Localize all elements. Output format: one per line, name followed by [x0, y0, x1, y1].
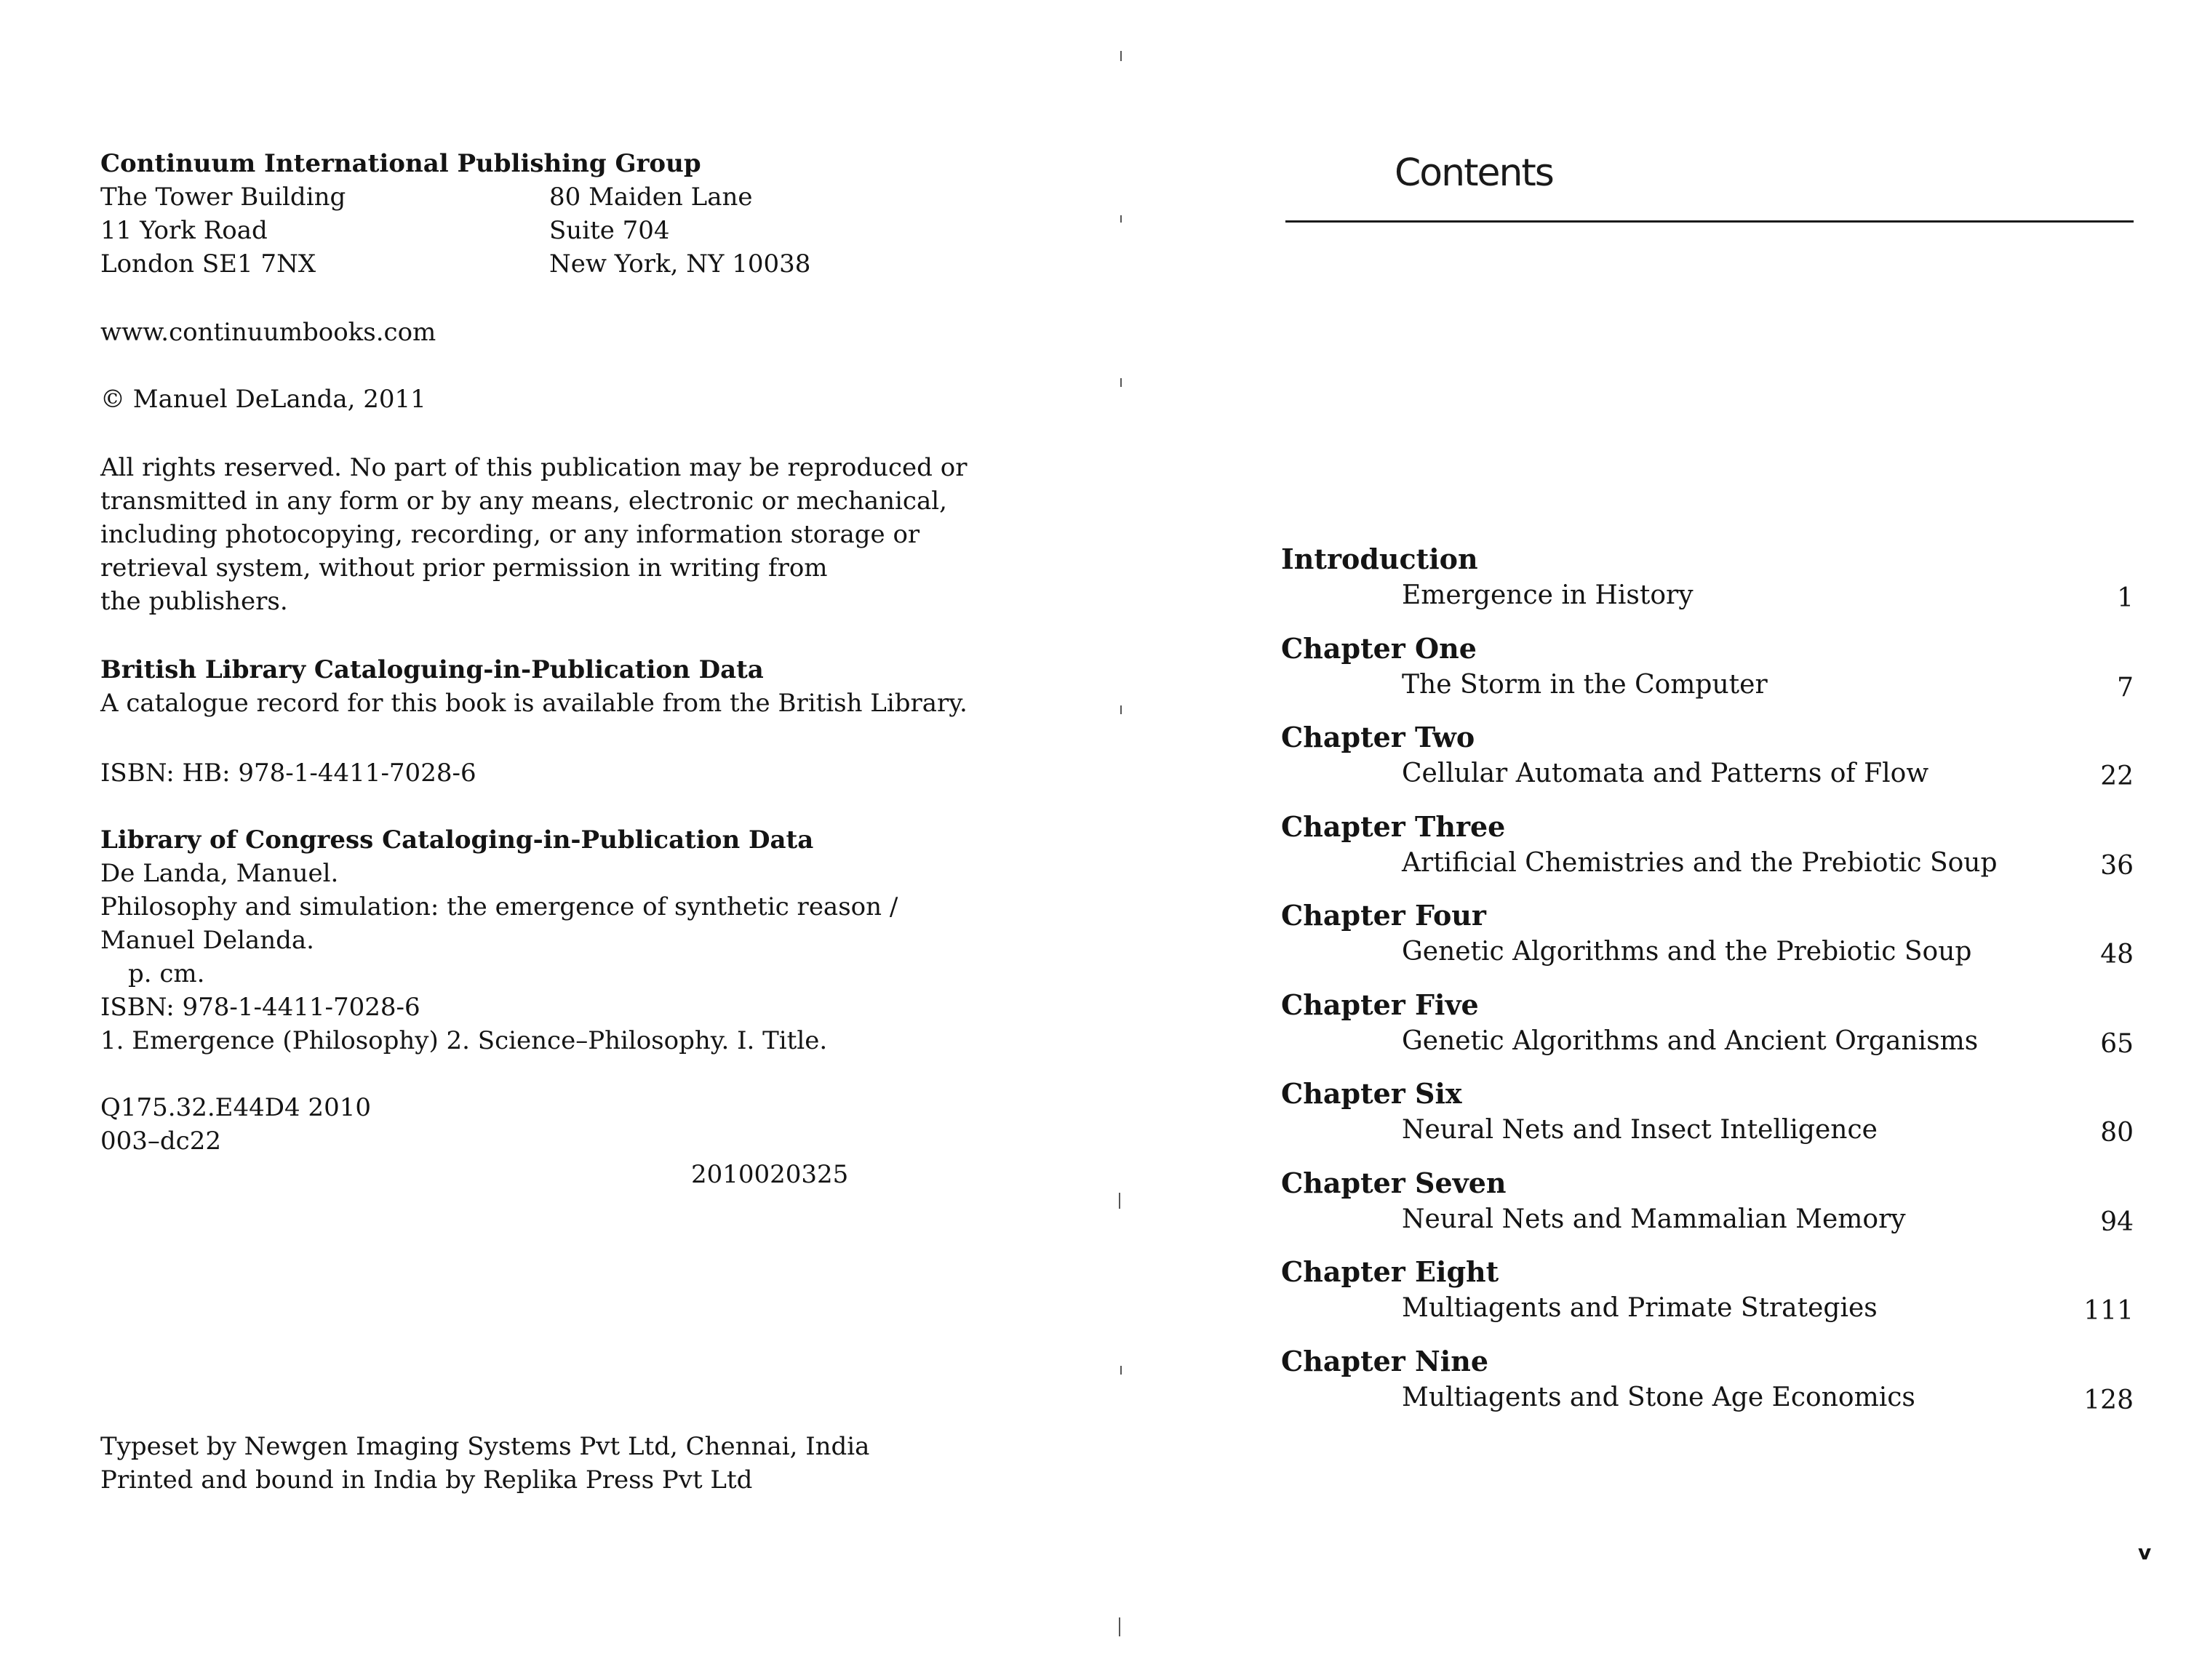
toc-page-number: 36 [2100, 851, 2134, 881]
toc-chapter-heading: Chapter Four [1281, 899, 1486, 932]
uk-address-line: London SE1 7NX [100, 249, 316, 279]
loc-line: ISBN: 978-1-4411-7028-6 [100, 993, 420, 1022]
toc-page-number: 1 [2117, 583, 2134, 613]
printer-block [100, 1430, 869, 1497]
toc-page-number: 7 [2117, 673, 2134, 703]
title-rule [1285, 220, 2134, 223]
toc-entry[interactable] [1281, 720, 2134, 807]
toc-chapter-title: Cellular Automata and Patterns of Flow [1402, 759, 1929, 788]
isbn-hb: ISBN: HB: 978-1-4411-7028-6 [100, 759, 476, 788]
contents-title: Contents [1395, 151, 1553, 195]
british-library-text: A catalogue record for this book is available from the British Library. [100, 689, 968, 718]
toc-entry[interactable] [1281, 631, 2134, 719]
toc-chapter-title: Multiagents and Stone Age Economics [1402, 1383, 1915, 1412]
contents-page [1105, 0, 2210, 1680]
rights-line: transmitted in any form or by any means, electronic or mechanical, [100, 487, 947, 516]
toc-page-number: 111 [2083, 1296, 2134, 1326]
classification-line: 003–dc22 [100, 1127, 221, 1156]
toc-chapter-heading: Chapter Eight [1281, 1255, 1499, 1288]
toc-chapter-title: Genetic Algorithms and Ancient Organisms [1402, 1026, 1979, 1056]
toc-entry[interactable] [1281, 1255, 2134, 1342]
loc-line: De Landa, Manuel. [100, 859, 339, 888]
toc-page-number: 65 [2100, 1029, 2134, 1059]
toc-chapter-title: The Storm in the Computer [1402, 670, 1768, 700]
toc-chapter-title: Neural Nets and Mammalian Memory [1402, 1204, 1906, 1234]
loc-line: Manuel Delanda. [100, 926, 314, 955]
toc-chapter-heading: Chapter One [1281, 632, 1477, 665]
us-address-block [549, 180, 810, 281]
toc-chapter-heading: Chapter Five [1281, 988, 1479, 1021]
toc-chapter-heading: Chapter Seven [1281, 1167, 1507, 1199]
toc-chapter-title: Neural Nets and Insect Intelligence [1402, 1115, 1878, 1145]
uk-address-line: 11 York Road [100, 216, 268, 245]
rights-line: All rights reserved. No part of this publication may be reproduced or [100, 453, 968, 482]
control-number: 2010020325 [691, 1160, 849, 1189]
toc-chapter-heading: Introduction [1281, 543, 1478, 575]
toc-chapter-title: Multiagents and Primate Strategies [1402, 1293, 1878, 1323]
us-address-line: New York, NY 10038 [549, 249, 811, 279]
toc-entry[interactable] [1281, 1166, 2134, 1253]
us-address-line: 80 Maiden Lane [549, 183, 753, 212]
loc-block [100, 823, 898, 1057]
loc-line: 1. Emergence (Philosophy) 2. Science–Philosophy. I. Title. [100, 1026, 828, 1055]
toc-entry[interactable] [1281, 1076, 2134, 1164]
toc-chapter-title: Emergence in History [1402, 580, 1694, 610]
uk-address-line: The Tower Building [100, 183, 346, 212]
toc-page-number: 80 [2100, 1118, 2134, 1148]
toc-chapter-heading: Chapter Two [1281, 721, 1475, 753]
rights-statement [100, 451, 967, 618]
british-library-block [100, 653, 968, 720]
toc-entry[interactable] [1281, 542, 2134, 629]
rights-line: including photocopying, recording, or any information storage or [100, 520, 920, 549]
toc-chapter-heading: Chapter Three [1281, 810, 1506, 843]
toc-page-number: 48 [2100, 940, 2134, 969]
toc-entry[interactable] [1281, 1344, 2134, 1431]
page-folio: v [2138, 1540, 2152, 1564]
toc-chapter-heading: Chapter Nine [1281, 1345, 1489, 1377]
website: www.continuumbooks.com [100, 318, 436, 347]
printer-line: Printed and bound in India by Replika Press Pvt Ltd [100, 1465, 753, 1495]
classification-line: Q175.32.E44D4 2010 [100, 1093, 371, 1122]
us-address-line: Suite 704 [549, 216, 670, 245]
rights-line: the publishers. [100, 587, 288, 616]
toc-page-number: 128 [2083, 1385, 2134, 1415]
copyright-notice: © Manuel DeLanda, 2011 [100, 385, 426, 414]
printer-line: Typeset by Newgen Imaging Systems Pvt Ltd, Chennai, India [100, 1432, 870, 1461]
toc-entry[interactable] [1281, 898, 2134, 985]
loc-classification [100, 1091, 371, 1158]
loc-line: p. cm. [128, 959, 205, 988]
toc-chapter-title: Artificial Chemistries and the Prebiotic Soup [1402, 848, 1998, 878]
rights-line: retrieval system, without prior permission in writing from [100, 553, 828, 583]
british-library-heading: British Library Cataloguing-in-Publication Data [100, 655, 764, 684]
loc-line: Philosophy and simulation: the emergence of synthetic reason / [100, 892, 898, 921]
toc-page-number: 94 [2100, 1207, 2134, 1237]
publisher-name: Continuum International Publishing Group [100, 149, 701, 178]
toc-chapter-heading: Chapter Six [1281, 1077, 1462, 1110]
toc-chapter-title: Genetic Algorithms and the Prebiotic Soup [1402, 937, 1972, 967]
toc-page-number: 22 [2100, 761, 2134, 791]
loc-heading: Library of Congress Cataloging-in-Publication Data [100, 825, 814, 855]
toc-entry[interactable] [1281, 809, 2134, 897]
toc-entry[interactable] [1281, 988, 2134, 1075]
